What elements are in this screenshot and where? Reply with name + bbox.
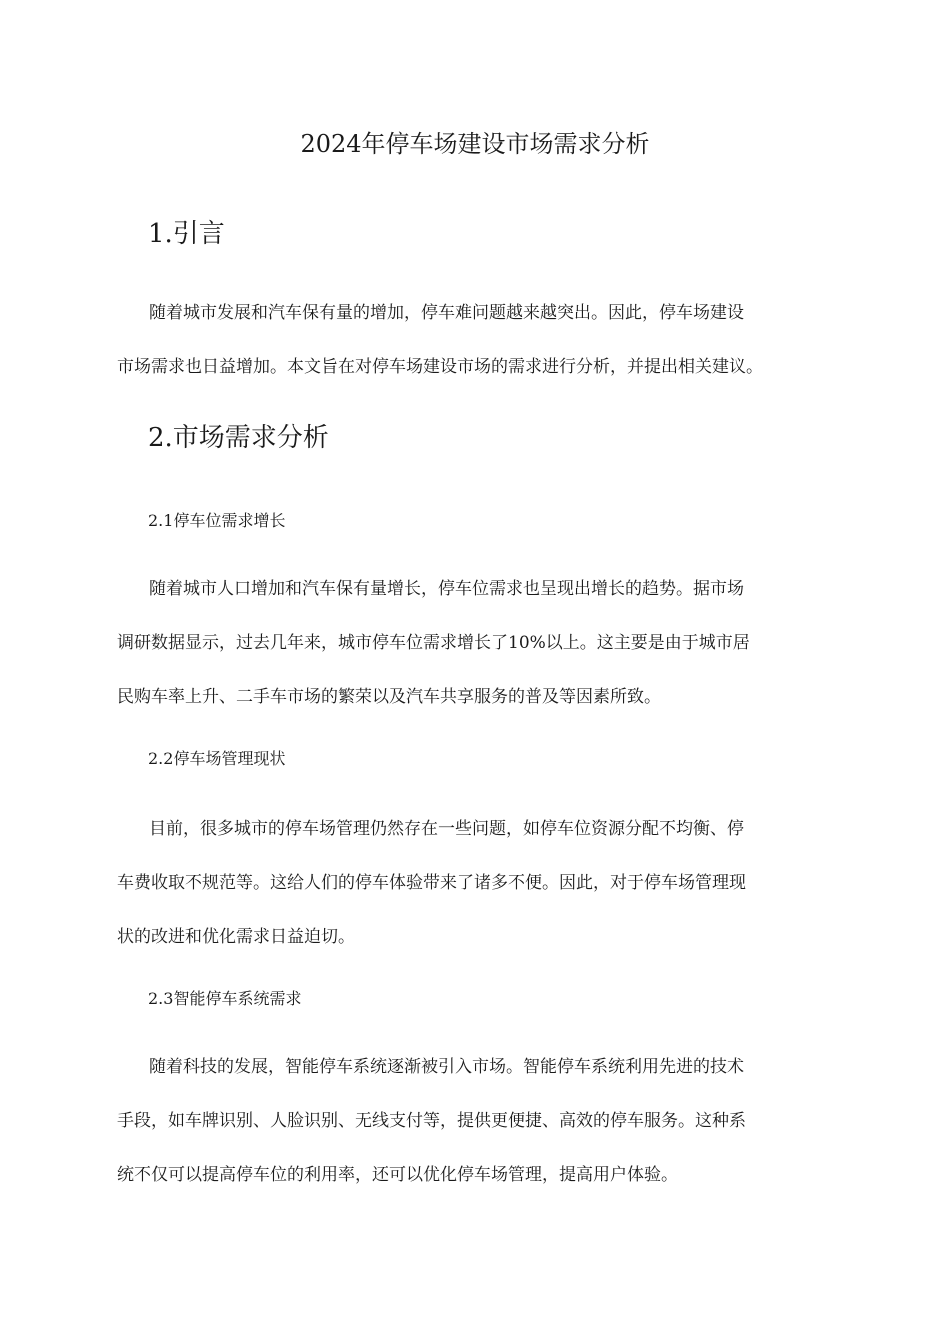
paragraph-smart-parking xyxy=(117,1054,847,1216)
paragraph-line: 民购车率上升、二手车市场的繁荣以及汽车共享服务的普及等因素所致。 xyxy=(117,687,661,707)
paragraph-line: 状的改进和优化需求日益迫切。 xyxy=(117,927,355,947)
paragraph-parking-demand xyxy=(117,576,847,738)
subsection-heading-parking-demand: 2.1停车位需求增长 xyxy=(148,511,286,530)
document-title: 2024年停车场建设市场需求分析 xyxy=(300,130,650,158)
paragraph-line: 车费收取不规范等。这给人们的停车体验带来了诸多不便。因此，对于停车场管理现 xyxy=(117,873,746,893)
paragraph-line: 市场需求也日益增加。本文旨在对停车场建设市场的需求进行分析，并提出相关建议。 xyxy=(117,357,763,377)
paragraph-line: 随着科技的发展，智能停车系统逐渐被引入市场。智能停车系统利用先进的技术 xyxy=(149,1057,744,1077)
paragraph-line: 随着城市发展和汽车保有量的增加，停车难问题越来越突出。因此，停车场建设 xyxy=(149,303,744,323)
paragraph-line: 随着城市人口增加和汽车保有量增长，停车位需求也呈现出增长的趋势。据市场 xyxy=(149,579,744,599)
paragraph-line: 调研数据显示，过去几年来，城市停车位需求增长了10%以上。这主要是由于城市居 xyxy=(117,633,750,653)
paragraph-line: 手段，如车牌识别、人脸识别、无线支付等，提供更便捷、高效的停车服务。这种系 xyxy=(117,1111,746,1131)
paragraph-introduction xyxy=(117,300,847,408)
paragraph-line: 目前，很多城市的停车场管理仍然存在一些问题，如停车位资源分配不均衡、停 xyxy=(149,819,744,839)
subsection-heading-smart-parking: 2.3智能停车系统需求 xyxy=(148,989,302,1008)
section-heading-market-analysis: 2.市场需求分析 xyxy=(148,423,329,453)
paragraph-line: 统不仅可以提高停车位的利用率，还可以优化停车场管理，提高用户体验。 xyxy=(117,1165,678,1185)
section-heading-introduction: 1.引言 xyxy=(148,219,225,249)
subsection-heading-management-status: 2.2停车场管理现状 xyxy=(148,749,286,768)
paragraph-management-status xyxy=(117,816,847,978)
